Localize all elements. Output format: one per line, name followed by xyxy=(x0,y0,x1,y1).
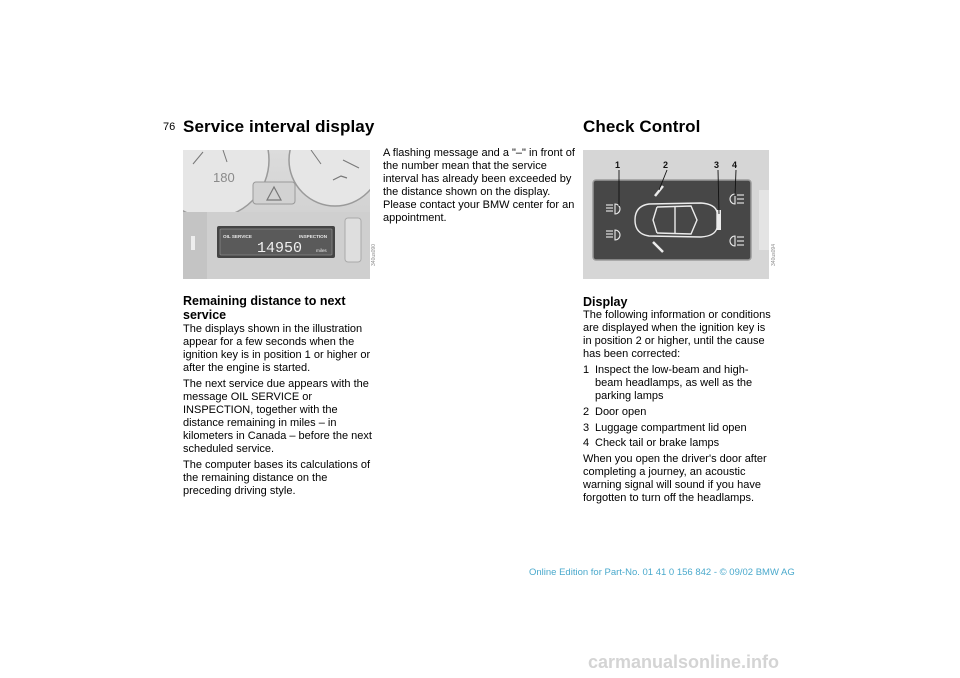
paragraph-conditions-intro: The following information or conditions are displayed when the ignition key is in position 2 or higher, until the cause has been corrected: xyxy=(583,309,771,361)
check-control-illustration xyxy=(583,150,769,279)
right-body xyxy=(583,309,775,508)
inspection-label: INSPECTION xyxy=(299,234,328,239)
callout-4: 4 xyxy=(732,160,738,170)
middle-body xyxy=(383,147,575,228)
oil-service-label: OIL SERVICE xyxy=(223,234,252,239)
list-item-text: Door open xyxy=(595,405,647,418)
online-edition-footer: Online Edition for Part-No. 01 41 0 156 842 - © 09/02 BMW AG xyxy=(529,567,795,578)
paragraph-flashing-message: A flashing message and a "–" in front of the number mean that the service interval has already been exceeded by the distance shown on the display. Please contact your BMW center for an appointment. xyxy=(383,147,575,225)
instrument-cluster-illustration xyxy=(183,150,370,279)
subheading-remaining-distance: Remaining distance to next service xyxy=(183,294,346,322)
check-control-figure xyxy=(583,150,777,279)
list-item-text: Luggage compartment lid open xyxy=(595,421,747,434)
callout-2: 2 xyxy=(663,160,669,170)
paragraph-acoustic-warning: When you open the driver's door after completing a journey, an acoustic warning signal will sound if you have forgotten to turn off the headlamps. xyxy=(583,452,767,505)
list-item: 1 Inspect the low-beam and high-beam headlamps, as well as the parking lamps xyxy=(583,364,775,403)
subheading-display: Display xyxy=(583,295,628,309)
service-display-figure xyxy=(183,150,377,279)
section-title-service: Service interval display xyxy=(183,117,375,136)
list-item-text: Check tail or brake lamps xyxy=(595,437,720,450)
miles-unit: miles xyxy=(316,248,327,253)
section-title-check-control: Check Control xyxy=(583,117,701,136)
callout-1: 1 xyxy=(615,160,621,170)
left-body xyxy=(183,323,373,501)
figure-code-right: 340us094 xyxy=(771,244,777,266)
paragraph-computer: The computer bases its calculations of the remaining distance on the preceding driving style. xyxy=(183,459,371,498)
speed-180-label: 180 xyxy=(213,170,235,185)
list-item: 4 Check tail or brake lamps xyxy=(583,437,720,450)
callout-3: 3 xyxy=(714,160,720,170)
list-item: 3 Luggage compartment lid open xyxy=(583,421,747,434)
list-item: 2 Door open xyxy=(583,405,647,418)
figure-code-left: 340us090 xyxy=(371,244,377,266)
paragraph-display-timing: The displays shown in the illustration appear for a few seconds when the ignition key is in position 1 or higher or after the engine is started. xyxy=(183,323,371,375)
watermark-text: carmanualsonline.info xyxy=(588,652,780,672)
page-number: 76 xyxy=(163,121,176,133)
paragraph-next-service: The next service due appears with the message OIL SERVICE or INSPECTION, together with the distance remaining in miles – in kilometers in Canada – before the next scheduled service. xyxy=(183,377,372,456)
list-item-text: Inspect the low-beam and high-beam headlamps, as well as the parking lamps xyxy=(595,363,753,403)
distance-readout: 14950 xyxy=(257,240,303,257)
